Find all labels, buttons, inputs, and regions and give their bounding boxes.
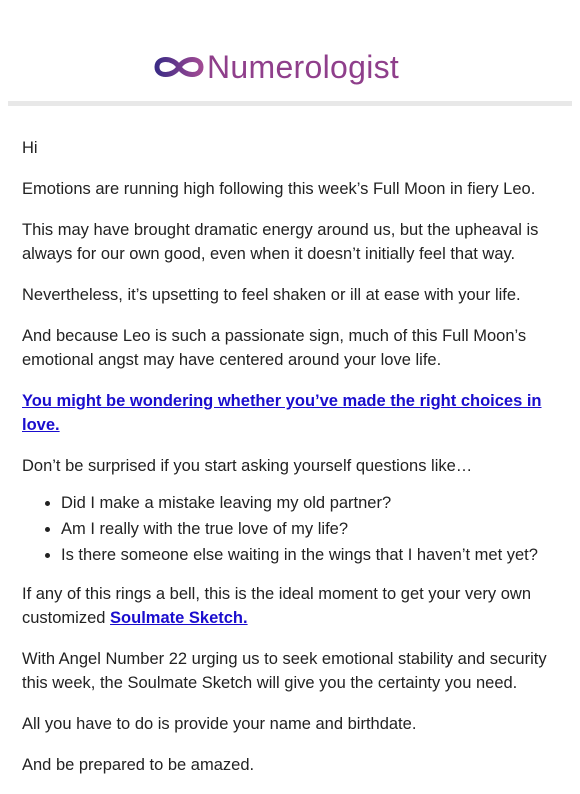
- paragraph-provide: All you have to do is provide your name and birthdate.: [22, 715, 417, 733]
- email-body: [22, 136, 562, 794]
- paragraph-amazed: And be prepared to be amazed.: [22, 756, 255, 774]
- paragraph-upheaval: This may have brought dramatic energy around us, but the upheaval is always for our own good, even when it doesn’t initially feel that way.: [22, 221, 539, 263]
- cta-text: If any of this rings a bell, this is the ideal moment to get your very own customized: [22, 585, 531, 627]
- paragraph-nevertheless: Nevertheless, it’s upsetting to feel shaken or ill at ease with your life.: [22, 286, 521, 304]
- brand-name: Numerologist: [207, 49, 400, 85]
- infinity-icon: [153, 52, 205, 82]
- paragraph-angel-number: With Angel Number 22 urging us to seek emotional stability and security this week, the Soulmate Sketch will give you the certainty you need.: [22, 650, 547, 692]
- question-item: • Is there someone else waiting in the wings that I haven’t met yet?: [61, 542, 562, 568]
- wondering-link[interactable]: You might be wondering whether you’ve made the right choices in love.: [22, 392, 542, 434]
- cta-paragraph: [22, 582, 562, 630]
- question-item: • Am I really with the true love of my life?: [61, 516, 562, 542]
- email-header: [0, 0, 580, 104]
- soulmate-sketch-link[interactable]: Soulmate Sketch.: [110, 609, 248, 627]
- questions-list: [22, 490, 562, 568]
- greeting: Hi: [22, 139, 38, 157]
- numerologist-logo[interactable]: [153, 50, 399, 84]
- paragraph-full-moon: Emotions are running high following this week’s Full Moon in fiery Leo.: [22, 180, 536, 198]
- header-divider: [8, 101, 572, 106]
- paragraph-leo-passion: And because Leo is such a passionate sign, much of this Full Moon’s emotional angst may have centered around your love life.: [22, 327, 527, 369]
- question-item: • Did I make a mistake leaving my old partner?: [61, 490, 562, 516]
- link-paragraph: [22, 389, 562, 437]
- questions-intro: Don’t be surprised if you start asking yourself questions like…: [22, 457, 473, 475]
